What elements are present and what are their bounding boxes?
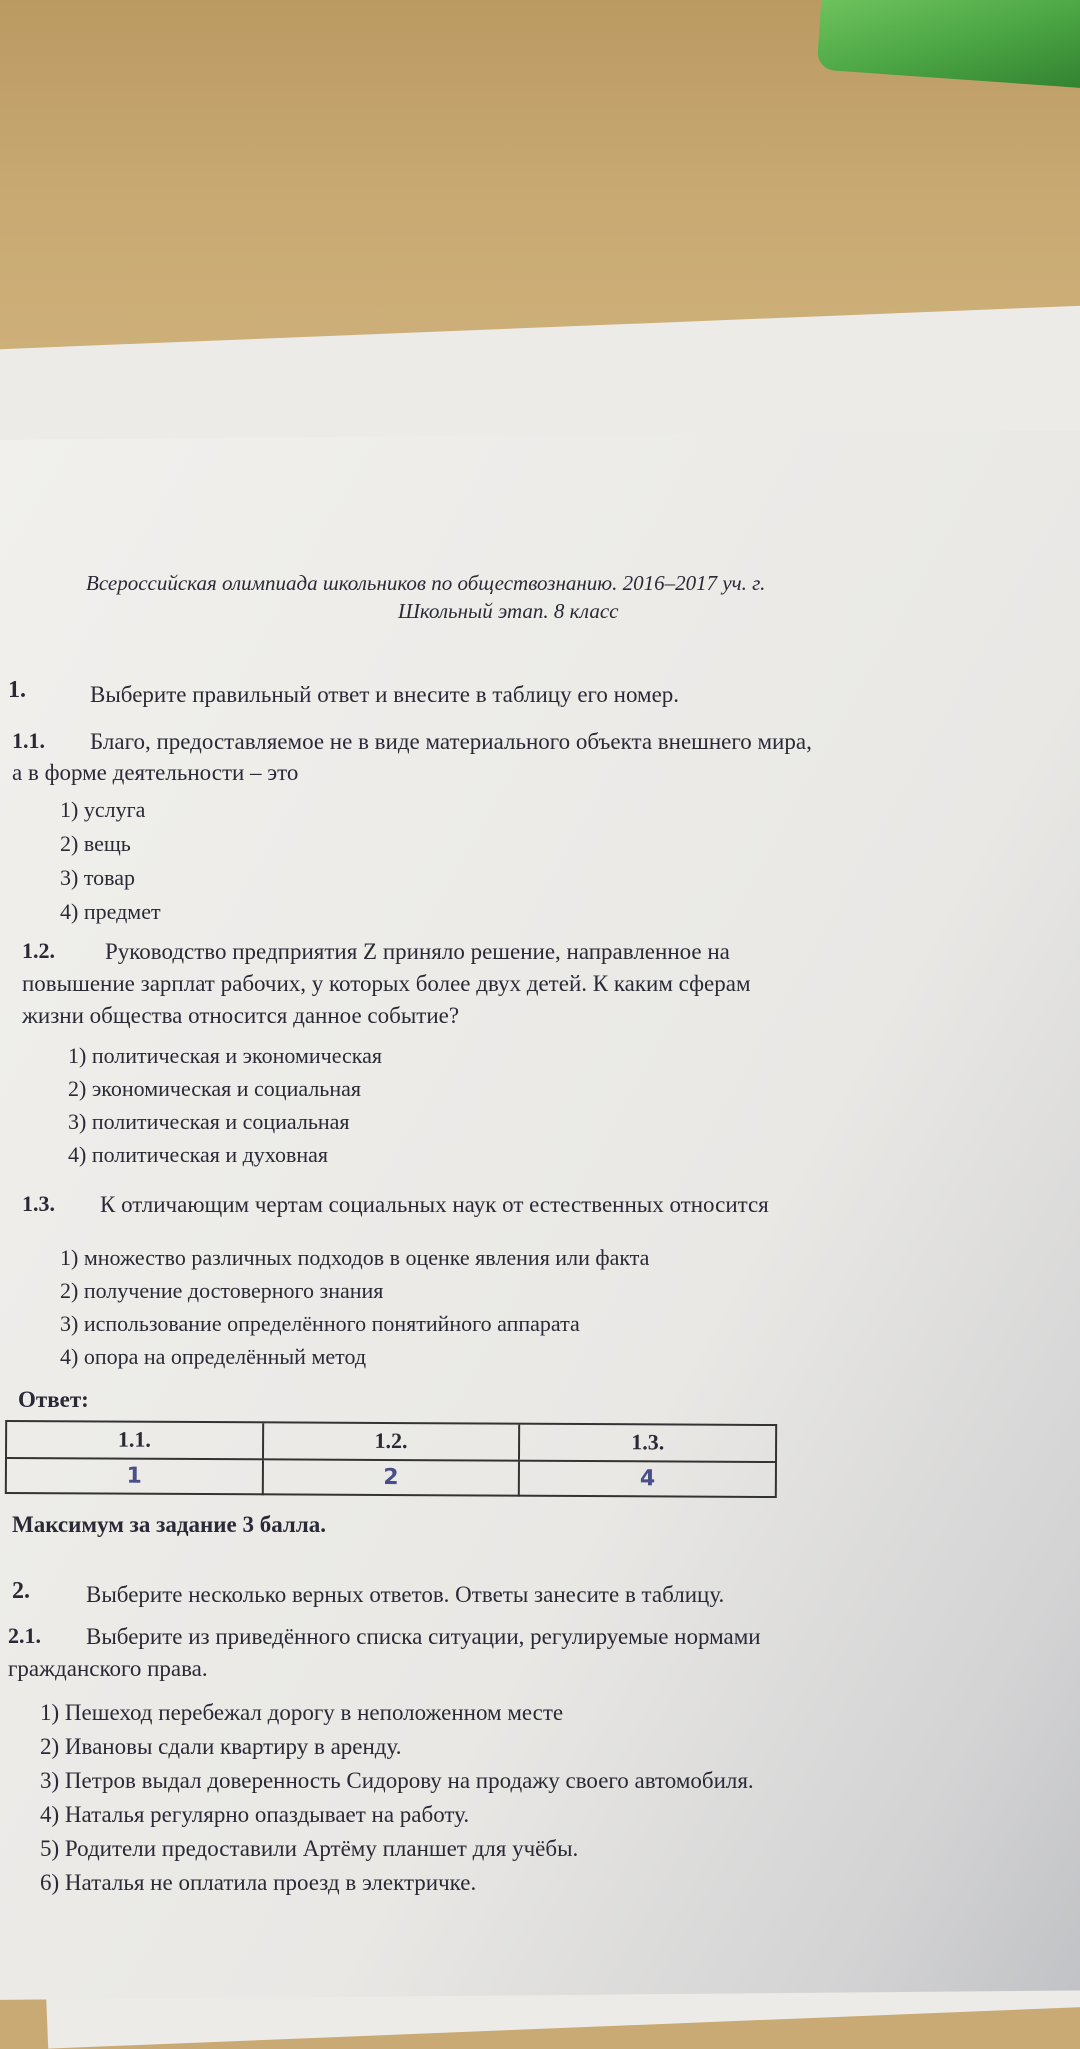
question-2-1-option: 6) Наталья не оплатила проезд в электричке. (40, 1870, 477, 1895)
question-1-1-option: 4) предмет (60, 899, 161, 924)
task-2-number: 2. (12, 1578, 30, 1604)
question-1-2-option: 4) политическая и духовная (68, 1142, 329, 1167)
question-1-2-option: 3) политическая и социальная (68, 1109, 350, 1134)
answer-table-value: 4 (639, 1466, 656, 1492)
question-1-2-option: 1) политическая и экономическая (68, 1043, 383, 1068)
answer-table-value: 2 (263, 1460, 520, 1496)
question-1-1-option: 2) вещь (60, 831, 131, 856)
question-2-1-option: 5) Родители предоставили Артёму планшет для учёбы. (40, 1836, 579, 1861)
question-1-3-option: 4) опора на определённый метод (60, 1344, 367, 1369)
question-2-1-option: 3) Петров выдал доверенность Сидорову на продажу своего автомобиля. (40, 1768, 754, 1793)
task-1-instruction: Выберите правильный ответ и внесите в таблицу его номер. (90, 682, 680, 707)
question-2-1-option: 4) Наталья регулярно опаздывает на работу. (40, 1802, 470, 1827)
question-2-1-line-1: Выберите из приведённого списка ситуации, регулируемые нормами (86, 1624, 761, 1649)
question-1-3-option: 3) использование определённого понятийного аппарата (60, 1311, 580, 1336)
question-1-2-number: 1.2. (22, 938, 55, 963)
question-1-1-number: 1.1. (12, 728, 45, 753)
question-1-1-line-1: Благо, предоставляемое не в виде материального объекта внешнего мира, (90, 729, 812, 754)
answer-table-value: 1 (7, 1459, 264, 1495)
task-1-number: 1. (8, 677, 26, 703)
header-line-1: Всероссийская олимпиада школьников по обществознанию. 2016–2017 уч. г. (86, 571, 766, 595)
answer-table (5, 1420, 777, 1498)
max-score-note: Максимум за задание 3 балла. (12, 1512, 326, 1537)
answer-table-header: 1.3. (631, 1429, 665, 1455)
question-2-1-option: 2) Ивановы сдали квартиру в аренду. (40, 1734, 402, 1759)
task-2-instruction: Выберите несколько верных ответов. Ответы занесите в таблицу. (86, 1582, 725, 1607)
question-2-1-option: 1) Пешеход перебежал дорогу в неположенном месте (40, 1700, 564, 1725)
answer-table-header: 1.2. (264, 1423, 521, 1459)
question-1-3-text: К отличающим чертам социальных наук от естественных относится (100, 1192, 769, 1217)
question-1-1-line-2: а в форме деятельности – это (12, 760, 299, 785)
question-1-3-number: 1.3. (22, 1191, 55, 1216)
answer-label: Ответ: (18, 1387, 89, 1412)
question-2-1-line-2: гражданского права. (8, 1656, 208, 1681)
question-1-1-option: 3) товар (60, 865, 136, 890)
question-2-1-number: 2.1. (8, 1623, 41, 1648)
answer-table-header-row (7, 1422, 775, 1461)
answer-table-value-row (7, 1457, 775, 1498)
question-1-2-line-2: повышение зарплат рабочих, у которых более двух детей. К каким сферам (22, 971, 751, 996)
answer-table-header: 1.1. (7, 1422, 264, 1458)
question-1-3-option: 1) множество различных подходов в оценке явления или факта (60, 1245, 650, 1270)
header-line-2: Школьный этап. 8 класс (398, 599, 619, 623)
question-1-2-option: 2) экономическая и социальная (68, 1076, 361, 1101)
question-1-2-line-3: жизни общества относится данное событие? (22, 1003, 460, 1028)
question-1-2-line-1: Руководство предприятия Z приняло решение, направленное на (105, 939, 730, 964)
question-1-1-option: 1) услуга (60, 797, 146, 822)
question-1-3-option: 2) получение достоверного знания (60, 1278, 384, 1303)
